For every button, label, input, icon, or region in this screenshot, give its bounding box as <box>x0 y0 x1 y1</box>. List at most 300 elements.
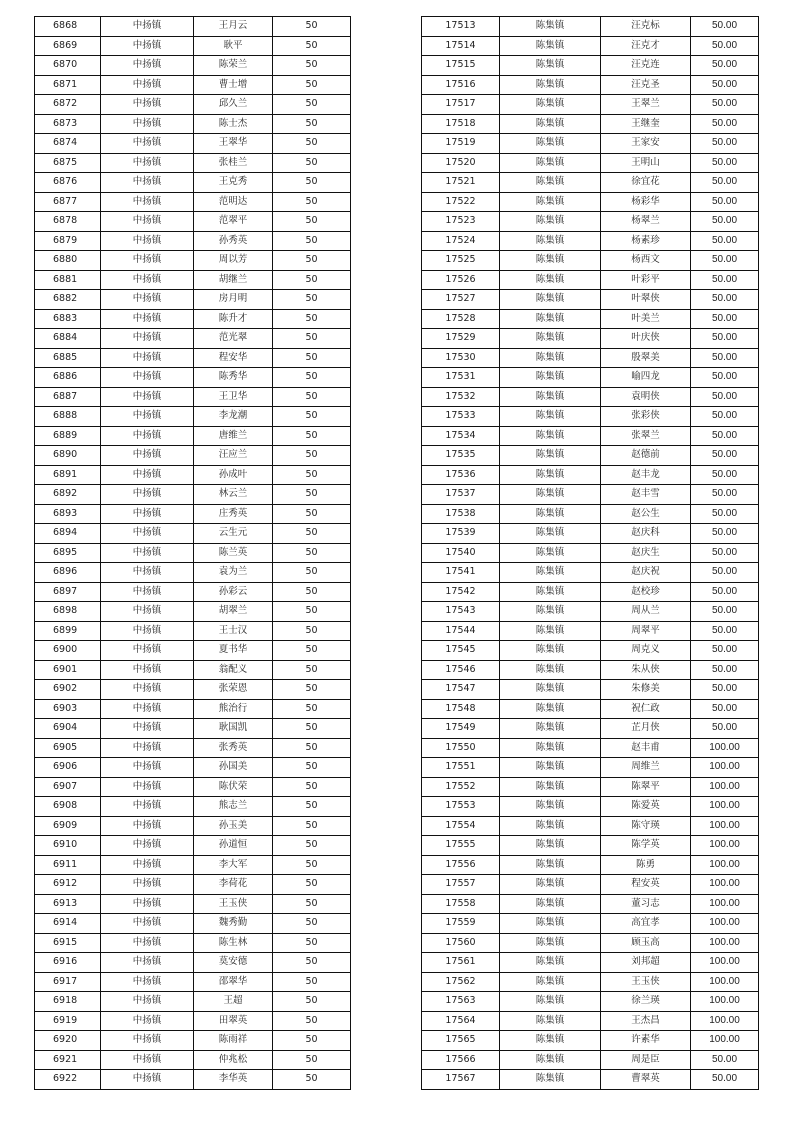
town-cell: 陈集镇 <box>500 36 601 56</box>
amount-cell: 50 <box>273 836 351 856</box>
amount-cell: 50.00 <box>691 465 759 485</box>
name-cell: 程安华 <box>194 348 273 368</box>
town-cell: 中扬镇 <box>101 641 194 661</box>
name-cell: 孙玉美 <box>194 816 273 836</box>
amount-cell: 50 <box>273 914 351 934</box>
town-cell: 中扬镇 <box>101 524 194 544</box>
table-row <box>35 602 351 622</box>
amount-cell: 50.00 <box>691 504 759 524</box>
amount-cell: 50.00 <box>691 134 759 154</box>
table-row <box>35 387 351 407</box>
id-cell: 6901 <box>35 660 101 680</box>
amount-cell: 50.00 <box>691 1070 759 1090</box>
name-cell: 赵德前 <box>601 446 691 466</box>
table-row <box>35 914 351 934</box>
town-cell: 陈集镇 <box>500 348 601 368</box>
town-cell: 陈集镇 <box>500 855 601 875</box>
table-row <box>35 621 351 641</box>
id-cell: 6911 <box>35 855 101 875</box>
amount-cell: 50.00 <box>691 36 759 56</box>
table-row <box>35 329 351 349</box>
table-row <box>35 524 351 544</box>
town-cell: 陈集镇 <box>500 504 601 524</box>
id-cell: 6899 <box>35 621 101 641</box>
id-cell: 6877 <box>35 192 101 212</box>
id-cell: 6888 <box>35 407 101 427</box>
id-cell: 17565 <box>422 1031 500 1051</box>
name-cell: 陈升才 <box>194 309 273 329</box>
table-row <box>422 543 759 563</box>
name-cell: 袁明侠 <box>601 387 691 407</box>
amount-cell: 50 <box>273 368 351 388</box>
town-cell: 中扬镇 <box>101 465 194 485</box>
table-row <box>422 134 759 154</box>
amount-cell: 50.00 <box>691 212 759 232</box>
id-cell: 17544 <box>422 621 500 641</box>
id-cell: 6874 <box>35 134 101 154</box>
name-cell: 孙道恒 <box>194 836 273 856</box>
amount-cell: 50.00 <box>691 387 759 407</box>
town-cell: 陈集镇 <box>500 153 601 173</box>
id-cell: 17523 <box>422 212 500 232</box>
amount-cell: 50 <box>273 1011 351 1031</box>
table-row <box>422 290 759 310</box>
table-row <box>35 563 351 583</box>
town-cell: 中扬镇 <box>101 56 194 76</box>
amount-cell: 50.00 <box>691 407 759 427</box>
id-cell: 6896 <box>35 563 101 583</box>
table-row <box>422 758 759 778</box>
id-cell: 6916 <box>35 953 101 973</box>
id-cell: 6915 <box>35 933 101 953</box>
name-cell: 李荷花 <box>194 875 273 895</box>
id-cell: 6879 <box>35 231 101 251</box>
town-cell: 陈集镇 <box>500 621 601 641</box>
id-cell: 17513 <box>422 17 500 37</box>
table-row <box>422 387 759 407</box>
amount-cell: 50 <box>273 36 351 56</box>
id-cell: 17543 <box>422 602 500 622</box>
amount-cell: 50 <box>273 95 351 115</box>
amount-cell: 50 <box>273 563 351 583</box>
name-cell: 喻四龙 <box>601 368 691 388</box>
amount-cell: 100.00 <box>691 1031 759 1051</box>
table-row <box>35 348 351 368</box>
name-cell: 邱久兰 <box>194 95 273 115</box>
town-cell: 中扬镇 <box>101 95 194 115</box>
town-cell: 中扬镇 <box>101 75 194 95</box>
amount-cell: 50.00 <box>691 543 759 563</box>
name-cell: 林云兰 <box>194 485 273 505</box>
table-row <box>422 621 759 641</box>
table-row <box>422 407 759 427</box>
amount-cell: 50 <box>273 641 351 661</box>
table-row <box>422 114 759 134</box>
amount-cell: 50 <box>273 192 351 212</box>
id-cell: 17551 <box>422 758 500 778</box>
amount-cell: 50 <box>273 309 351 329</box>
name-cell: 范光翠 <box>194 329 273 349</box>
town-cell: 中扬镇 <box>101 953 194 973</box>
name-cell: 赵校珍 <box>601 582 691 602</box>
name-cell: 范翠平 <box>194 212 273 232</box>
amount-cell: 50 <box>273 173 351 193</box>
id-cell: 6904 <box>35 719 101 739</box>
table-row <box>35 543 351 563</box>
id-cell: 17537 <box>422 485 500 505</box>
id-cell: 17520 <box>422 153 500 173</box>
name-cell: 张秀英 <box>194 738 273 758</box>
town-cell: 陈集镇 <box>500 114 601 134</box>
name-cell: 熊治行 <box>194 699 273 719</box>
town-cell: 中扬镇 <box>101 212 194 232</box>
table-row <box>35 1070 351 1090</box>
table-row <box>35 368 351 388</box>
amount-cell: 50.00 <box>691 1050 759 1070</box>
id-cell: 17524 <box>422 231 500 251</box>
amount-cell: 100.00 <box>691 855 759 875</box>
table-row <box>35 17 351 37</box>
table-row <box>35 309 351 329</box>
name-cell: 叶庆侠 <box>601 329 691 349</box>
amount-cell: 50.00 <box>691 329 759 349</box>
name-cell: 高宜孝 <box>601 914 691 934</box>
table-row <box>35 153 351 173</box>
table-row <box>35 797 351 817</box>
table-row <box>422 992 759 1012</box>
town-cell: 中扬镇 <box>101 1011 194 1031</box>
table-row <box>422 251 759 271</box>
table-row <box>422 95 759 115</box>
id-cell: 6872 <box>35 95 101 115</box>
id-cell: 17560 <box>422 933 500 953</box>
name-cell: 陈伏荣 <box>194 777 273 797</box>
amount-cell: 100.00 <box>691 875 759 895</box>
town-cell: 陈集镇 <box>500 192 601 212</box>
town-cell: 陈集镇 <box>500 134 601 154</box>
table-row <box>35 699 351 719</box>
id-cell: 17567 <box>422 1070 500 1090</box>
amount-cell: 50 <box>273 348 351 368</box>
name-cell: 祝仁政 <box>601 699 691 719</box>
table-row <box>35 680 351 700</box>
id-cell: 17533 <box>422 407 500 427</box>
table-row <box>422 231 759 251</box>
amount-cell: 100.00 <box>691 972 759 992</box>
town-cell: 中扬镇 <box>101 17 194 37</box>
id-cell: 6920 <box>35 1031 101 1051</box>
town-cell: 中扬镇 <box>101 738 194 758</box>
name-cell: 房月明 <box>194 290 273 310</box>
table-row <box>422 699 759 719</box>
table-row <box>35 582 351 602</box>
name-cell: 王克秀 <box>194 173 273 193</box>
name-cell: 曹翠英 <box>601 1070 691 1090</box>
id-cell: 17515 <box>422 56 500 76</box>
name-cell: 陈秀华 <box>194 368 273 388</box>
id-cell: 6909 <box>35 816 101 836</box>
table-row <box>35 114 351 134</box>
town-cell: 中扬镇 <box>101 446 194 466</box>
table-row <box>422 641 759 661</box>
name-cell: 周以芳 <box>194 251 273 271</box>
table-row <box>422 446 759 466</box>
name-cell: 叶美兰 <box>601 309 691 329</box>
name-cell: 陈雨祥 <box>194 1031 273 1051</box>
id-cell: 6883 <box>35 309 101 329</box>
id-cell: 6907 <box>35 777 101 797</box>
id-cell: 6893 <box>35 504 101 524</box>
id-cell: 6885 <box>35 348 101 368</box>
id-cell: 17550 <box>422 738 500 758</box>
table-row <box>35 758 351 778</box>
table-row <box>35 836 351 856</box>
amount-cell: 50 <box>273 777 351 797</box>
id-cell: 17522 <box>422 192 500 212</box>
name-cell: 王士汉 <box>194 621 273 641</box>
table-row <box>35 894 351 914</box>
id-cell: 6902 <box>35 680 101 700</box>
name-cell: 汪克圣 <box>601 75 691 95</box>
town-cell: 陈集镇 <box>500 426 601 446</box>
id-cell: 6871 <box>35 75 101 95</box>
town-cell: 中扬镇 <box>101 348 194 368</box>
amount-cell: 50 <box>273 875 351 895</box>
town-cell: 陈集镇 <box>500 75 601 95</box>
amount-cell: 50 <box>273 933 351 953</box>
id-cell: 17564 <box>422 1011 500 1031</box>
table-row <box>35 173 351 193</box>
table-row <box>35 251 351 271</box>
amount-cell: 50.00 <box>691 368 759 388</box>
amount-cell: 50.00 <box>691 192 759 212</box>
name-cell: 孙国美 <box>194 758 273 778</box>
town-cell: 陈集镇 <box>500 738 601 758</box>
town-cell: 中扬镇 <box>101 309 194 329</box>
table-row <box>35 192 351 212</box>
name-cell: 赵丰龙 <box>601 465 691 485</box>
town-cell: 陈集镇 <box>500 933 601 953</box>
town-cell: 中扬镇 <box>101 797 194 817</box>
town-cell: 陈集镇 <box>500 485 601 505</box>
amount-cell: 50.00 <box>691 641 759 661</box>
id-cell: 6910 <box>35 836 101 856</box>
town-cell: 中扬镇 <box>101 329 194 349</box>
id-cell: 17521 <box>422 173 500 193</box>
town-cell: 陈集镇 <box>500 1050 601 1070</box>
table-row <box>422 680 759 700</box>
amount-cell: 50 <box>273 660 351 680</box>
id-cell: 17553 <box>422 797 500 817</box>
name-cell: 王卫华 <box>194 387 273 407</box>
amount-cell: 50 <box>273 290 351 310</box>
id-cell: 6903 <box>35 699 101 719</box>
id-cell: 6882 <box>35 290 101 310</box>
table-row <box>35 875 351 895</box>
id-cell: 17547 <box>422 680 500 700</box>
name-cell: 周翠平 <box>601 621 691 641</box>
table-row <box>422 36 759 56</box>
table-row <box>35 36 351 56</box>
town-cell: 陈集镇 <box>500 660 601 680</box>
table-row <box>422 563 759 583</box>
amount-cell: 50.00 <box>691 699 759 719</box>
name-cell: 耿国凯 <box>194 719 273 739</box>
id-cell: 6894 <box>35 524 101 544</box>
town-cell: 中扬镇 <box>101 855 194 875</box>
amount-cell: 50.00 <box>691 602 759 622</box>
town-cell: 陈集镇 <box>500 465 601 485</box>
name-cell: 莫安德 <box>194 953 273 973</box>
amount-cell: 100.00 <box>691 1011 759 1031</box>
amount-cell: 50.00 <box>691 75 759 95</box>
town-cell: 陈集镇 <box>500 953 601 973</box>
table-row <box>422 270 759 290</box>
table-row <box>35 933 351 953</box>
table-row <box>35 992 351 1012</box>
town-cell: 中扬镇 <box>101 602 194 622</box>
name-cell: 陈士杰 <box>194 114 273 134</box>
town-cell: 中扬镇 <box>101 875 194 895</box>
id-cell: 6898 <box>35 602 101 622</box>
id-cell: 17542 <box>422 582 500 602</box>
id-cell: 17549 <box>422 719 500 739</box>
amount-cell: 50 <box>273 719 351 739</box>
amount-cell: 50.00 <box>691 426 759 446</box>
town-cell: 陈集镇 <box>500 290 601 310</box>
name-cell: 李华英 <box>194 1070 273 1090</box>
name-cell: 王明山 <box>601 153 691 173</box>
id-cell: 6876 <box>35 173 101 193</box>
id-cell: 17546 <box>422 660 500 680</box>
table-row <box>422 524 759 544</box>
id-cell: 17545 <box>422 641 500 661</box>
name-cell: 杨彩华 <box>601 192 691 212</box>
table-row <box>422 914 759 934</box>
amount-cell: 50 <box>273 270 351 290</box>
table-row <box>35 738 351 758</box>
table-row <box>35 777 351 797</box>
amount-cell: 50.00 <box>691 621 759 641</box>
amount-cell: 50.00 <box>691 719 759 739</box>
town-cell: 中扬镇 <box>101 192 194 212</box>
town-cell: 陈集镇 <box>500 543 601 563</box>
id-cell: 6900 <box>35 641 101 661</box>
name-cell: 王超 <box>194 992 273 1012</box>
name-cell: 许素华 <box>601 1031 691 1051</box>
table-row <box>422 660 759 680</box>
name-cell: 赵庆生 <box>601 543 691 563</box>
amount-cell: 100.00 <box>691 914 759 934</box>
amount-cell: 100.00 <box>691 836 759 856</box>
id-cell: 17528 <box>422 309 500 329</box>
table-row <box>422 75 759 95</box>
name-cell: 汪克标 <box>601 17 691 37</box>
town-cell: 陈集镇 <box>500 231 601 251</box>
town-cell: 中扬镇 <box>101 933 194 953</box>
amount-cell: 50 <box>273 797 351 817</box>
id-cell: 17518 <box>422 114 500 134</box>
id-cell: 17526 <box>422 270 500 290</box>
id-cell: 6895 <box>35 543 101 563</box>
town-cell: 陈集镇 <box>500 972 601 992</box>
id-cell: 17556 <box>422 855 500 875</box>
id-cell: 17559 <box>422 914 500 934</box>
id-cell: 17530 <box>422 348 500 368</box>
town-cell: 陈集镇 <box>500 56 601 76</box>
town-cell: 中扬镇 <box>101 777 194 797</box>
amount-cell: 50.00 <box>691 95 759 115</box>
amount-cell: 50 <box>273 953 351 973</box>
town-cell: 中扬镇 <box>101 972 194 992</box>
name-cell: 夏书华 <box>194 641 273 661</box>
name-cell: 孙彩云 <box>194 582 273 602</box>
id-cell: 6919 <box>35 1011 101 1031</box>
id-cell: 6889 <box>35 426 101 446</box>
town-cell: 中扬镇 <box>101 407 194 427</box>
name-cell: 周从兰 <box>601 602 691 622</box>
table-row <box>422 485 759 505</box>
table-row <box>422 738 759 758</box>
id-cell: 17525 <box>422 251 500 271</box>
town-cell: 中扬镇 <box>101 153 194 173</box>
table-row <box>422 836 759 856</box>
name-cell: 徐兰瑛 <box>601 992 691 1012</box>
id-cell: 17541 <box>422 563 500 583</box>
amount-cell: 50.00 <box>691 17 759 37</box>
table-row <box>35 719 351 739</box>
town-cell: 中扬镇 <box>101 290 194 310</box>
town-cell: 陈集镇 <box>500 329 601 349</box>
name-cell: 周是臣 <box>601 1050 691 1070</box>
name-cell: 顾玉高 <box>601 933 691 953</box>
id-cell: 17539 <box>422 524 500 544</box>
amount-cell: 50 <box>273 485 351 505</box>
town-cell: 陈集镇 <box>500 1031 601 1051</box>
table-row <box>35 972 351 992</box>
town-cell: 中扬镇 <box>101 758 194 778</box>
amount-cell: 50.00 <box>691 153 759 173</box>
table-row <box>35 407 351 427</box>
amount-cell: 50 <box>273 680 351 700</box>
town-cell: 陈集镇 <box>500 894 601 914</box>
id-cell: 6886 <box>35 368 101 388</box>
amount-cell: 50.00 <box>691 446 759 466</box>
amount-cell: 50 <box>273 407 351 427</box>
id-cell: 6890 <box>35 446 101 466</box>
amount-cell: 100.00 <box>691 894 759 914</box>
town-cell: 陈集镇 <box>500 797 601 817</box>
name-cell: 唐维兰 <box>194 426 273 446</box>
town-cell: 陈集镇 <box>500 699 601 719</box>
table-row <box>422 368 759 388</box>
name-cell: 陈生林 <box>194 933 273 953</box>
id-cell: 17566 <box>422 1050 500 1070</box>
name-cell: 周克义 <box>601 641 691 661</box>
name-cell: 王家安 <box>601 134 691 154</box>
town-cell: 中扬镇 <box>101 1050 194 1070</box>
town-cell: 中扬镇 <box>101 1031 194 1051</box>
id-cell: 6887 <box>35 387 101 407</box>
town-cell: 中扬镇 <box>101 1070 194 1090</box>
table-row <box>422 719 759 739</box>
amount-cell: 50 <box>273 1070 351 1090</box>
table-row <box>35 446 351 466</box>
town-cell: 中扬镇 <box>101 621 194 641</box>
name-cell: 叶翠侠 <box>601 290 691 310</box>
amount-cell: 100.00 <box>691 738 759 758</box>
id-cell: 6897 <box>35 582 101 602</box>
